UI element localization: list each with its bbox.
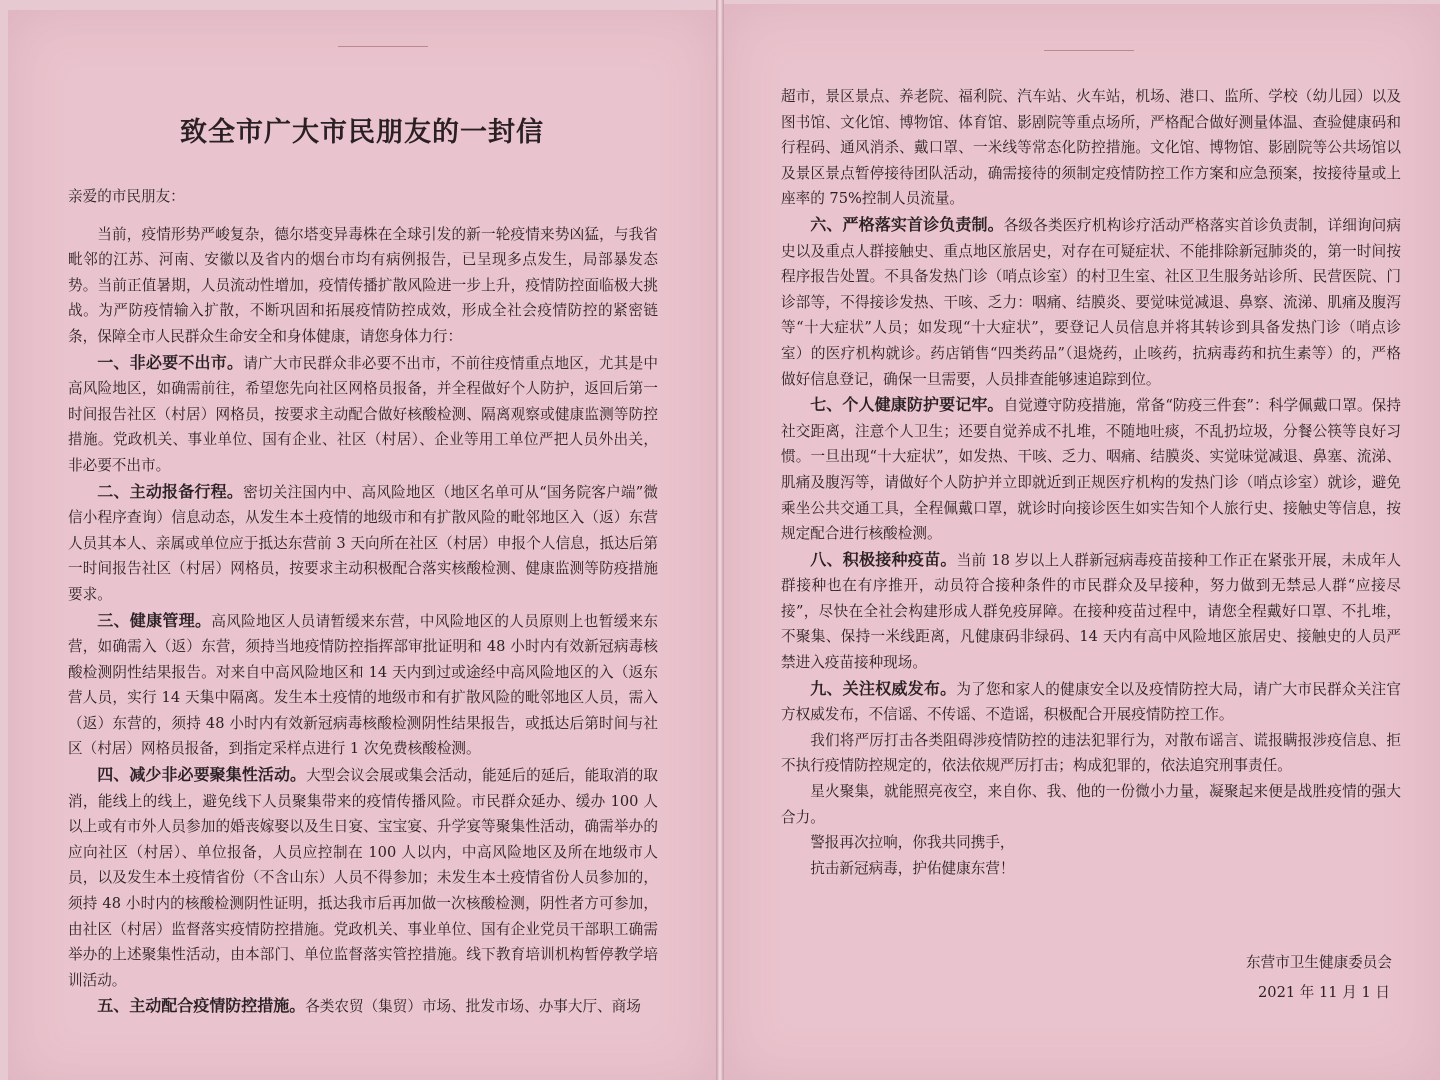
letter-title: 致全市广大市民朋友的一封信 xyxy=(180,117,544,148)
intro-paragraph: 当前，疫情形势严峻复杂，德尔塔变异毒株在全球引发的新一轮疫情来势凶猛，与我省毗邻的江苏、河南、安徽以及省内的烟台市均有病例报告，已呈现多点发生，局部暴发态势。当前正值暑期，人员流动性增加，疫情传播扩散风险进一步上升，疫情防控面临极大挑战。为严防疫情输入扩散，不断巩固和拓展疫情防控成效，形成全社会疫情防控的紧密链条，保障全市人民群众生命安全和身体健康，请您身体力行： xyxy=(68,225,658,345)
left-page xyxy=(8,10,716,1080)
section-body: 请广大市民群众非必要不出市，不前往疫情重点地区，尤其是中高风险地区，如确需前往，希望您先向社区网格员报备，并全程做好个人防护，返回后第一时间报告社区（村居）网格员，按要求主动配合做好核酸检测、隔离观察或健康监测等防控措施。党政机关、事业单位、国有企业、社区（村居）、企业等用工单位严把人员外出关，非必要不出市。 xyxy=(68,354,658,474)
right-page xyxy=(724,4,1440,1080)
section-5 xyxy=(68,993,658,1020)
section-body: 密切关注国内中、高风险地区（地区名单可从“国务院客户端”微信小程序查询）信息动态，从发生本土疫情的地级市和有扩散风险的毗邻地区入（返）东营人员其本人、亲属或单位应于抵达东营前 3 天向所在社区（村居）申报个人信息，抵达后第一时间报告社区（村居）网格员，按要求主动积极配合落实核酸检测、健康监测等防疫措施要求。 xyxy=(68,483,658,603)
section-heading: 九、关注权威发布。 xyxy=(810,678,957,698)
section-body: 当前 18 岁以上人群新冠病毒疫苗接种工作正在紧张开展，未成年人群接种也在有序推开，动员符合接种条件的市民群众及早接种，努力做到无禁忌人群“应接尽接”，尽快在全社会构建形成人群免疫屏障。在接种疫苗过程中，请您全程戴好口罩、不扎堆，不聚集、保持一米线距离，凡健康码非绿码、14 天内有高中风险地区旅居史、接触史的人员严禁进入疫苗接种现场。 xyxy=(781,551,1401,672)
page-gutter xyxy=(716,0,724,1080)
right-text-block xyxy=(781,84,1401,881)
section-1 xyxy=(68,350,658,479)
section-3 xyxy=(68,608,658,763)
section-body: 自觉遵守防疫措施，常备“防疫三件套”：科学佩戴口罩。保持社交距离，注意个人卫生；还要自觉养成不扎堆，不随地吐痰，不乱扔垃圾，分餐公筷等良好习惯。一旦出现“十大症状”，如发热、干咳、乏力、咽痛、结膜炎、实觉味觉减退、鼻塞、流涕、肌痛及腹泻等，请做好个人防护并立即就近到正规医疗机构的发热门诊（哨点诊室）就诊，避免乘坐公共交通工具，全程佩戴口罩，就诊时向接诊医生如实告知个人旅行史、接触史等信息，按规定配合进行核酸检测。 xyxy=(781,397,1401,543)
signature-date: 2021 年 11 月 1 日 xyxy=(1258,984,1390,1001)
section-7 xyxy=(781,392,1401,547)
closing-slogan: 抗击新冠病毒，护佑健康东营！ xyxy=(810,859,1015,877)
top-rule xyxy=(1044,50,1134,51)
section-heading: 八、积极接种疫苗。 xyxy=(810,549,957,569)
closing-paragraph: 我们将严厉打击各类阻碍涉疫情防控的违法犯罪行为，对散布谣言、谎报瞒报涉疫信息、拒不执行疫情防控规定的，依法依规严厉打击；构成犯罪的，依法追究刑事责任。 xyxy=(781,731,1401,775)
section-2 xyxy=(68,479,658,608)
greeting: 亲爱的市民朋友： xyxy=(68,188,185,205)
top-rule xyxy=(338,46,428,47)
closing-paragraph: 星火聚集，就能照亮夜空，来自你、我、他的一份微小力量，凝聚起来便是战胜疫情的强大合力。 xyxy=(781,783,1401,826)
section-4 xyxy=(68,762,658,993)
closing-slogan: 警报再次拉响，你我共同携手， xyxy=(810,834,1015,852)
left-text-block xyxy=(68,184,658,1020)
section-heading: 六、严格落实首诊负责制。 xyxy=(810,214,1004,234)
section-body: 为了您和家人的健康安全以及疫情防控大局，请广大市民群众关注官方权威发布，不信谣、不传谣、不造谣，积极配合开展疫情防控工作。 xyxy=(781,680,1401,724)
section-body: 大型会议会展或集会活动，能延后的延后，能取消的取消，能线上的线上，避免线下人员聚集带来的疫情传播风险。市民群众延办、缓办 100 人以上或有市外人员参加的婚丧嫁娶以及生日宴、宝宝宴、升学宴等聚集性活动，确需举办的应向社区（村居）、单位报备，人员应控制在 100 人以内，中高风险地区及所在地级市人员，以及发生本土疫情省份（不含山东）人员不得参加；未发生本土疫情省份人员参加的，须持 48 小时内的核酸检测阴性证明，抵达我市后再加做一次核酸检测，阴性者方可参加，由社区（村居）监督落实疫情防控措施。党政机关、事业单位、国有企业党员干部职工确需举办的上述聚集性活动，由本部门、单位监督落实管控措施。线下教育培训机构暂停教学培训活动。 xyxy=(68,767,658,989)
section-heading: 二、主动报备行程。 xyxy=(97,481,244,501)
section-body: 各级各类医疗机构诊疗活动严格落实首诊负责制，详细询问病史以及重点人群接触史、重点地区旅居史，对存在可疑症状、不能排除新冠肺炎的，第一时间按程序报告处置。不具备发热门诊（哨点诊室）的村卫生室、社区卫生服务站诊所、民营医院、门诊部等，不得接诊发热、干咳、乏力：咽痛、结膜炎、要觉味觉减退、鼻察、流涕、肌痛及腹泻等“十大症状”人员；如发现“十大症状”，要登记人员信息并将其转诊到具备发热门诊（哨点诊室）的医疗机构就诊。药店销售“四类药品”（退烧药，止咳药，抗病毒药和抗生素等）的，严格做好信息登记，确保一旦需要，人员排查能够速追踪到位。 xyxy=(781,216,1401,388)
section-heading: 三、健康管理。 xyxy=(97,610,212,630)
section-body: 高风险地区人员请暂缓来东营，中风险地区的人员原则上也暂缓来东营，如确需入（返）东营，须持当地疫情防控指挥部审批证明和 48 小时内有效新冠病毒核酸检测阴性结果报告。对来自中高风险地区和 14 天内到过或途经中高风险地区的入（返东营人员，实行 14 天集中隔离。发生本土疫情的地级市和有扩散风险的毗邻地区人员，需入（返）东营的，须持 48 小时内有效新冠病毒核酸检测阴性结果报告，或抵达后第时间与社区（村居）网格员报备，到指定采样点进行 1 次免费核酸检测。 xyxy=(68,612,658,758)
signature-organization: 东营市卫生健康委员会 xyxy=(1246,954,1392,971)
section-heading: 四、减少非必要聚集性活动。 xyxy=(97,765,307,785)
section-6 xyxy=(781,212,1401,392)
section-9 xyxy=(781,676,1401,728)
continuation-paragraph: 超市，景区景点、养老院、福利院、汽车站、火车站，机场、港口、监所、学校（幼儿园）以及图书馆、文化馆、博物馆、体育馆、影剧院等重点场所，严格配合做好测量体温、查验健康码和行程码、通风消杀、戴口罩、一米线等常态化防控措施。文化馆、博物馆、影剧院等公共场馆以及景区景点暂停接待团队活动，确需接待的须制定疫情防控工作方案和应急预案，按接待量或上座率的 75%控制人员流量。 xyxy=(781,88,1401,208)
section-heading: 五、主动配合疫情防控措施。 xyxy=(97,996,306,1016)
section-heading: 一、非必要不出市。 xyxy=(97,352,244,372)
section-body: 各类农贸（集贸）市场、批发市场、办事大厅、商场 xyxy=(305,998,641,1016)
section-heading: 七、个人健康防护要记牢。 xyxy=(810,395,1004,415)
section-8 xyxy=(781,547,1401,676)
